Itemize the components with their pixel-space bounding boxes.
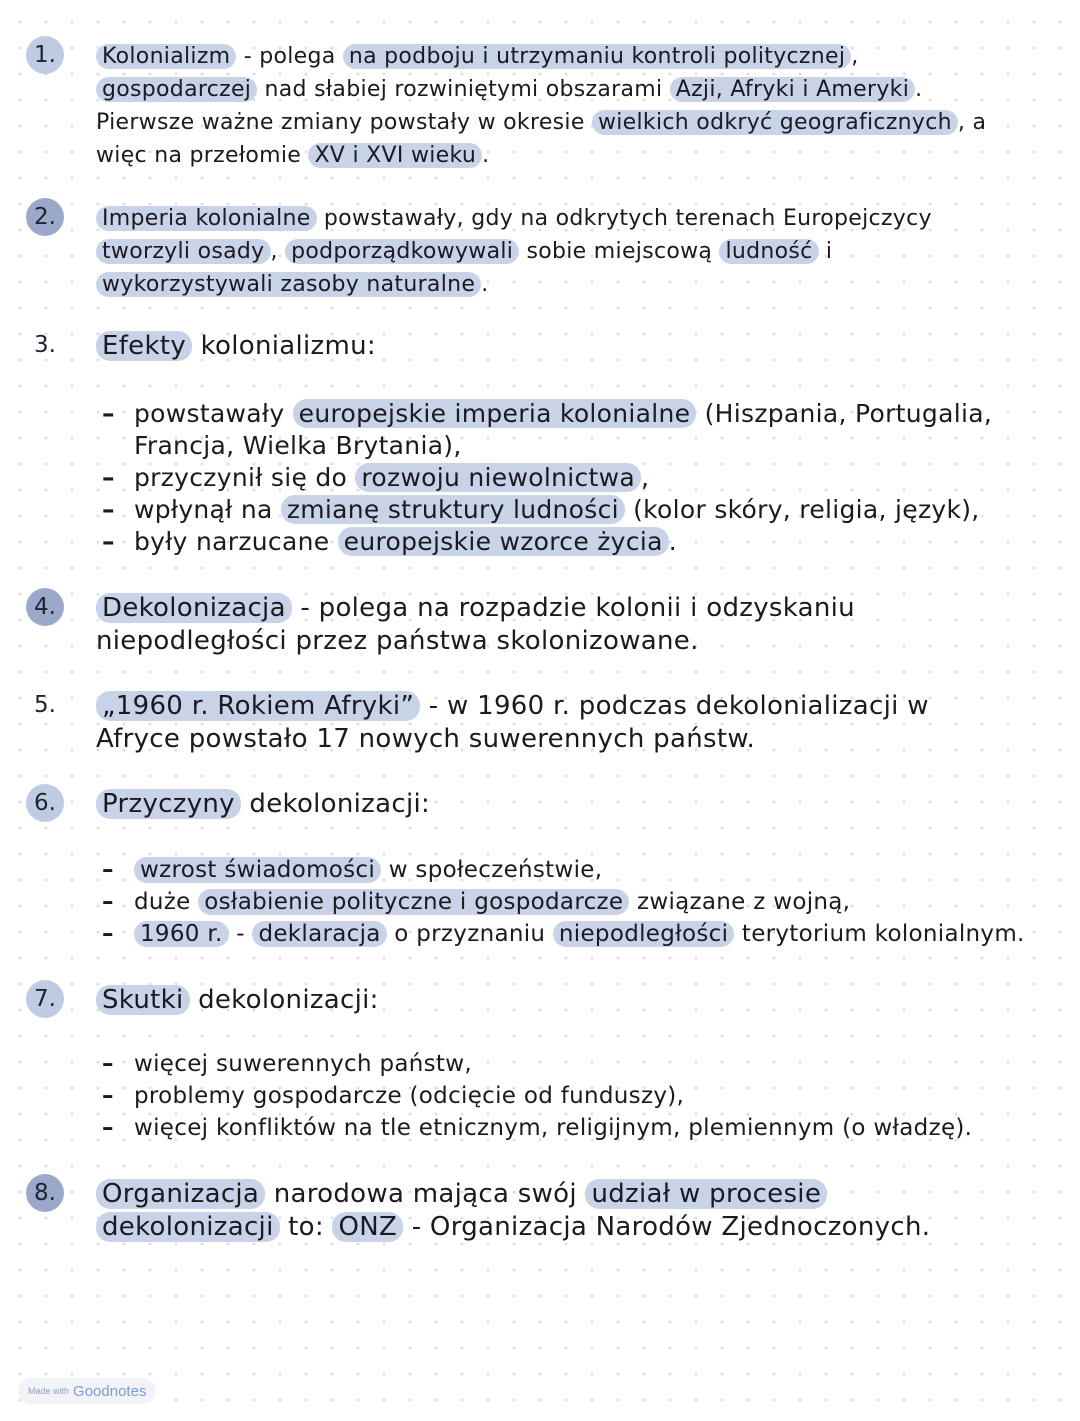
highlighted-text: Skutki bbox=[96, 985, 190, 1015]
note-text-run: nad słabiej rozwiniętymi obszarami bbox=[257, 77, 670, 102]
note-heading bbox=[96, 330, 996, 363]
highlighted-text: „1960 r. Rokiem Afryki” bbox=[96, 691, 420, 721]
note-heading bbox=[96, 788, 996, 821]
note-text-run: narodowa mająca swój bbox=[265, 1179, 586, 1209]
note-text-run: były narzucane bbox=[134, 527, 338, 556]
note-text-run: powstawały, gdy na odkrytych terenach Europejczycy bbox=[316, 206, 932, 231]
note-text bbox=[96, 1178, 996, 1244]
note-text-run: - w 1960 r. podczas dekolonializacji w Afryce powstało 17 nowych suwerennych państw. bbox=[96, 691, 929, 754]
note-text-run: duże bbox=[134, 889, 199, 915]
note-text-run: terytorium kolonialnym. bbox=[734, 921, 1025, 947]
note-text-run: , a więc na przełomie bbox=[96, 110, 987, 168]
note-text-run: . bbox=[668, 527, 677, 556]
note-text-run: - polega bbox=[236, 44, 343, 69]
note-number: 6. bbox=[26, 784, 64, 822]
causes-list bbox=[100, 854, 1060, 950]
highlighted-text: europejskie imperia kolonialne bbox=[293, 399, 697, 428]
note-text-run: wpłynął na bbox=[134, 495, 281, 524]
highlighted-text: osłabienie polityczne i gospodarcze bbox=[198, 889, 629, 915]
highlighted-text: ONZ bbox=[332, 1212, 403, 1242]
effects-decolonization-list bbox=[100, 1048, 1060, 1144]
highlighted-text: niepodległości bbox=[553, 921, 734, 947]
note-text-run: , bbox=[270, 239, 286, 264]
highlighted-text: ludność bbox=[719, 239, 818, 264]
note-text-run: sobie miejscową bbox=[519, 239, 720, 264]
note-text-run: kolonializmu: bbox=[192, 331, 376, 361]
list-item bbox=[100, 854, 1060, 886]
highlighted-text: 1960 r. bbox=[134, 921, 229, 947]
note-text-run: - polega na rozpadzie kolonii i odzyskaniu niepodległości przez państwa skolonizowane. bbox=[96, 593, 855, 656]
note-text-run: , bbox=[640, 463, 650, 492]
note-text-run: problemy gospodarcze (odcięcie od funduszy), bbox=[134, 1083, 685, 1109]
highlighted-text: Przyczyny bbox=[96, 789, 241, 819]
note-heading bbox=[96, 984, 996, 1017]
list-item bbox=[100, 918, 1060, 950]
note-text-run: i bbox=[818, 239, 833, 264]
note-text bbox=[96, 202, 996, 301]
highlighted-text: europejskie wzorce życia bbox=[338, 527, 669, 556]
note-text-run: to: bbox=[279, 1212, 333, 1242]
note-text-run: - Organizacja Narodów Zjednoczonych. bbox=[403, 1212, 931, 1242]
note-text-run: dekolonizacji: bbox=[189, 985, 379, 1015]
list-item bbox=[100, 494, 1060, 526]
list-item bbox=[100, 1048, 1060, 1080]
highlighted-text: deklaracja bbox=[252, 921, 386, 947]
note-number: 3. bbox=[34, 332, 56, 358]
note-text-run: . Pierwsze ważne zmiany powstały w okresie bbox=[96, 77, 923, 135]
note-number: 5. bbox=[34, 692, 56, 718]
list-item bbox=[100, 1112, 1060, 1144]
highlighted-text: rozwoju niewolnictwa bbox=[355, 463, 641, 492]
highlighted-text: Kolonializm bbox=[96, 44, 236, 69]
effects-list bbox=[100, 398, 1060, 558]
highlighted-text: gospodarczej bbox=[96, 77, 257, 102]
note-number: 4. bbox=[26, 588, 64, 626]
highlighted-text: Dekolonizacja bbox=[96, 593, 292, 623]
highlighted-text: wielkich odkryć geograficznych bbox=[592, 110, 958, 135]
list-item bbox=[100, 462, 1060, 494]
highlighted-text: XV i XVI wieku bbox=[308, 143, 482, 168]
note-text-run: w społeczeństwie, bbox=[381, 857, 603, 883]
list-item bbox=[100, 398, 1060, 462]
note-text-run: (Hiszpania, Portugalia, Francja, Wielka Brytania), bbox=[134, 399, 993, 460]
note-text-run: związane z wojną, bbox=[629, 889, 851, 915]
note-text-run: . bbox=[482, 143, 490, 168]
highlighted-text: Efekty bbox=[96, 331, 192, 361]
note-text-run: o przyznaniu bbox=[386, 921, 553, 947]
note-number: 2. bbox=[26, 198, 64, 236]
note-text-run: . bbox=[481, 272, 489, 297]
highlighted-text: Imperia kolonialne bbox=[96, 206, 317, 231]
highlighted-text: tworzyli osady bbox=[96, 239, 271, 264]
note-text bbox=[96, 592, 996, 658]
highlighted-text: Organizacja bbox=[96, 1179, 265, 1209]
note-text bbox=[96, 690, 996, 756]
highlighted-text: wzrost świadomości bbox=[134, 857, 381, 883]
made-with-label: Made with bbox=[28, 1386, 70, 1396]
note-text-run: (kolor skóry, religia, język), bbox=[624, 495, 980, 524]
list-item bbox=[100, 886, 1060, 918]
highlighted-text: wykorzystywali zasoby naturalne bbox=[96, 272, 481, 297]
note-text-run: przyczynił się do bbox=[134, 463, 356, 492]
note-text-run: - bbox=[228, 921, 253, 947]
goodnotes-logo: Goodnotes bbox=[73, 1382, 147, 1400]
note-number: 1. bbox=[26, 36, 64, 74]
note-text-run: dekolonizacji: bbox=[240, 789, 431, 819]
list-item bbox=[100, 1080, 1060, 1112]
list-item bbox=[100, 526, 1060, 558]
note-text-run: powstawały bbox=[134, 399, 293, 428]
highlighted-text: Azji, Afryki i Ameryki bbox=[670, 77, 915, 102]
note-text bbox=[96, 40, 996, 172]
note-number: 8. bbox=[26, 1174, 64, 1212]
note-text-run: więcej suwerennych państw, bbox=[134, 1051, 472, 1077]
highlighted-text: zmianę struktury ludności bbox=[281, 495, 625, 524]
goodnotes-badge bbox=[18, 1378, 156, 1404]
highlighted-text: podporządkowywali bbox=[285, 239, 519, 264]
highlighted-text: na podboju i utrzymaniu kontroli politycznej bbox=[343, 44, 851, 69]
note-number: 7. bbox=[26, 980, 64, 1018]
note-text-run: więcej konfliktów na tle etnicznym, religijnym, plemiennym (o władzę). bbox=[134, 1115, 973, 1141]
highlighted-text: udział w procesie dekolonizacji bbox=[96, 1179, 827, 1242]
note-text-run: , bbox=[851, 44, 859, 69]
